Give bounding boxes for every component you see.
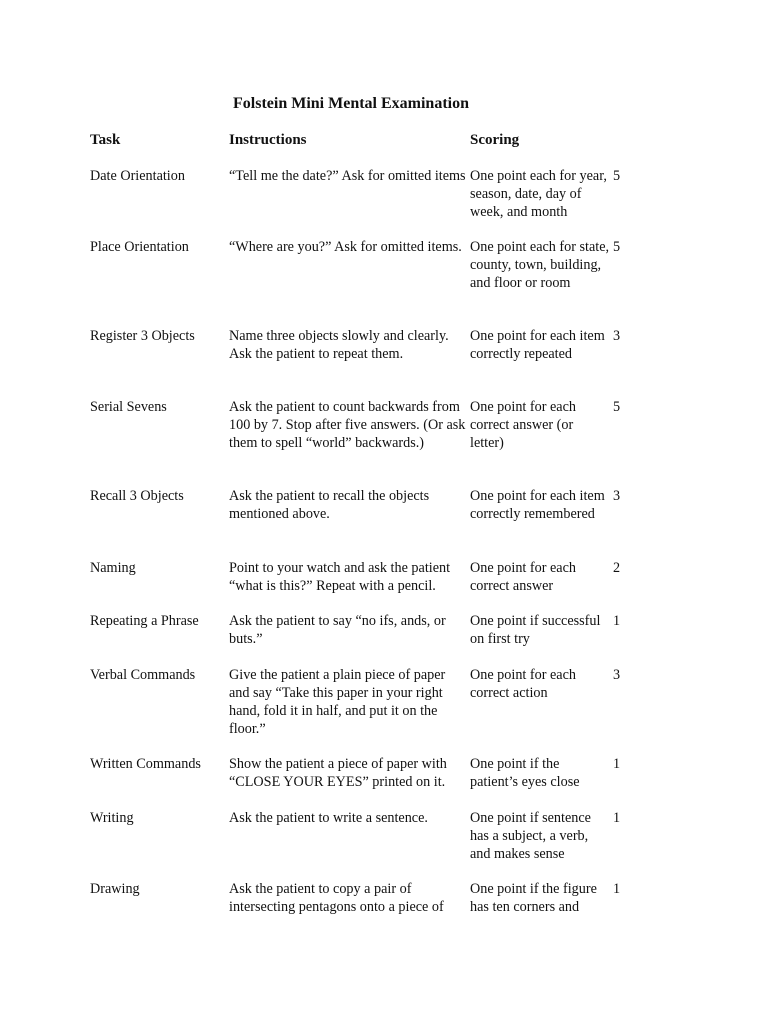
points-cell: 1 xyxy=(613,881,621,897)
scoring-cell: One point if the figure has ten corners and xyxy=(470,881,597,915)
instructions-cell: Ask the patient to write a sentence. xyxy=(229,810,428,826)
task-cell: Verbal Commands xyxy=(90,667,196,683)
instructions-cell: Ask the patient to recall the objects mentioned above. xyxy=(229,488,430,522)
points-cell: 3 xyxy=(613,328,621,344)
points-cell: 3 xyxy=(613,488,621,504)
task-cell: Repeating a Phrase xyxy=(90,613,199,629)
scoring-cell: One point for each item correctly repeated xyxy=(470,328,605,362)
instructions-cell: “Tell me the date?” Ask for omitted items xyxy=(229,168,466,184)
points-cell: 5 xyxy=(613,168,621,184)
scoring-cell: One point if successful on first try xyxy=(470,613,601,647)
points-cell: 2 xyxy=(613,560,621,576)
scoring-cell: One point for each correct action xyxy=(470,667,576,701)
scoring-cell: One point each for year, season, date, day of week, and month xyxy=(470,168,607,220)
instructions-cell: Ask the patient to say “no ifs, ands, or buts.” xyxy=(229,613,446,647)
task-cell: Writing xyxy=(90,810,134,826)
scoring-cell: One point for each correct answer xyxy=(470,560,576,594)
scoring-cell: One point if the patient’s eyes close xyxy=(470,756,580,790)
task-cell: Written Commands xyxy=(90,756,201,772)
points-cell: 1 xyxy=(613,613,621,629)
instructions-cell: Ask the patient to count backwards from 100 by 7. Stop after five answers. (Or ask them to spell “world” backwards.) xyxy=(229,399,466,451)
task-cell: Recall 3 Objects xyxy=(90,488,184,504)
instructions-cell: Point to your watch and ask the patient “what is this?” Repeat with a pencil. xyxy=(229,560,451,594)
task-cell: Register 3 Objects xyxy=(90,328,195,344)
scoring-cell: One point for each correct answer (or letter) xyxy=(470,399,576,451)
scoring-cell: One point if sentence has a subject, a verb, and makes sense xyxy=(470,810,591,862)
instructions-cell: Ask the patient to copy a pair of intersecting pentagons onto a piece of xyxy=(229,881,444,915)
points-cell: 3 xyxy=(613,667,621,683)
column-header-task: Task xyxy=(90,132,121,148)
task-cell: Place Orientation xyxy=(90,239,189,255)
task-cell: Serial Sevens xyxy=(90,399,167,415)
instructions-cell: Give the patient a plain piece of paper and say “Take this paper in your right hand, fold it in half, and put it on the floor.” xyxy=(229,667,446,737)
points-cell: 5 xyxy=(613,239,621,255)
document-title: Folstein Mini Mental Examination xyxy=(233,95,469,112)
points-cell: 1 xyxy=(613,756,621,772)
instructions-cell: “Where are you?” Ask for omitted items. xyxy=(229,239,462,255)
column-header-instructions: Instructions xyxy=(229,132,307,148)
instructions-cell: Name three objects slowly and clearly. Ask the patient to repeat them. xyxy=(229,328,449,362)
scoring-cell: One point each for state, county, town, building, and floor or room xyxy=(470,239,610,291)
instructions-cell: Show the patient a piece of paper with “CLOSE YOUR EYES” printed on it. xyxy=(229,756,447,790)
task-cell: Date Orientation xyxy=(90,168,185,184)
points-cell: 1 xyxy=(613,810,621,826)
points-cell: 5 xyxy=(613,399,621,415)
task-cell: Drawing xyxy=(90,881,140,897)
task-cell: Naming xyxy=(90,560,136,576)
scoring-cell: One point for each item correctly remembered xyxy=(470,488,605,522)
column-header-scoring: Scoring xyxy=(470,132,520,148)
